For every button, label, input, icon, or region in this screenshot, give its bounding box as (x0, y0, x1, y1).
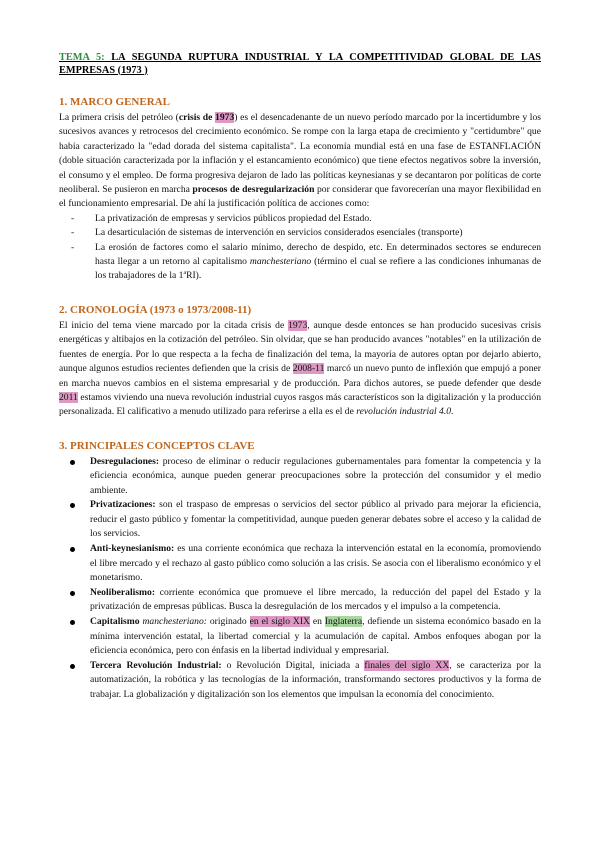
list-item: - La privatización de empresas y servicios públicos propiedad del Estado. (71, 212, 541, 226)
bullet-icon (70, 503, 75, 508)
highlight-finales-siglo-xx: finales del siglo XX (364, 659, 450, 671)
highlight-inglaterra: Inglaterra (324, 616, 363, 628)
section-heading-conceptos: 3. PRINCIPALES CONCEPTOS CLAVE (59, 439, 255, 452)
highlight-siglo-xix: en el siglo XIX (249, 616, 310, 628)
list-item: Privatizaciones: son el traspaso de empresas o servicios del sector público al privado para mejorar la eficiencia, reducir el gasto público y fomentar la competitividad, aunque pueden generar debates sobre el acceso y la calidad de los servicios. (90, 498, 541, 541)
tema-label: TEMA 5: (59, 52, 105, 63)
bullet-icon (70, 547, 75, 552)
title-text: LA SEGUNDA RUPTURA INDUSTRIAL Y LA COMPETITIVIDAD GLOBAL DE LAS EMPRESAS (1973 ) (59, 52, 542, 76)
page-title (59, 52, 541, 77)
bullet-icon (70, 664, 75, 669)
list-item: - La desarticulación de sistemas de intervención en servicios considerados esenciales (transporte) (71, 226, 541, 240)
list-item: Anti-keynesianismo: es una corriente económica que rechaza la intervención estatal en la economía, promoviendo el libre mercado y el rechazo al gasto público como solución a las crisis. Se asocia con el liberalismo económico y el monetarismo. (90, 542, 541, 585)
section-1-paragraph: La primera crisis del petróleo (crisis de 1973) es el desencadenante de un nuevo período marcado por la incertidumbre y los sucesivos avances y retrocesos del crecimiento económico. Se rompe con la larga etapa de crecimiento y "certidumbre" que había caracterizado la "edad dorada del sistema capitalista". La economía mundial está en una fase de ESTANFLACIÓN (doble situación caracterizada por la inflación y el estancamiento económico) que tiene efectos negativos sobre la inversión, el consumo y el empleo. De forma progresiva dejaron de lado las políticas keynesianas y se decantaron por políticas de corte neoliberal. Se pusieron en marcha procesos de desregularización por considerar que favorecerían una mayor flexibilidad en el funcionamiento empresarial. De ahí la justificación política de acciones como: (59, 112, 541, 210)
list-item: Desregulaciones: proceso de eliminar o reducir regulaciones gubernamentales para fomentar la competencia y la eficiencia económica, aunque pueden generar preocupaciones sobre la protección del consumidor y el medio ambiente. (90, 455, 541, 498)
crisis-bold: crisis de 1973 (178, 112, 235, 123)
bullet-icon (70, 591, 75, 596)
list-item: - La erosión de factores como el salario mínimo, derecho de despido, etc. En determinados sectores se endurecen hasta llegar a un retorno al capitalismo manchesteriano (término el cual se refiere a las condiciones inhumanas de los trabajadores de la 1ªRI). (71, 241, 541, 284)
list-item: Capitalismo manchesteriano: originado en el siglo XIX en Inglaterra, defiende un sistema económico basado en la mínima intervención estatal, la libertad comercial y la acumulación de capital. Ambos enfoques abogan por la eficiencia económica, pero con énfasis en la libertad individual y empresarial. (90, 615, 541, 658)
bullet-icon (70, 460, 75, 465)
section-heading-cronologia: 2. CRONOLOGÍA (1973 o 1973/2008-11) (59, 303, 252, 316)
desregularizacion-bold: procesos de desregularización (192, 184, 315, 196)
section-2-paragraph: El inicio del tema viene marcado por la citada crisis de 1973, aunque desde entonces se han producido sucesivas crisis energéticas y altibajos en la cotización del petróleo. Sin olvidar, que se han producido avances "notables" en la utilización de fuentes de energía. Por lo que respecta a la fecha de finalización del tema, la mayoría de autores optan por dejarlo abierto, aunque algunos estudios recientes defienden que la crisis de 2008-11 marcó un nuevo punto de inflexión que empujó a poner en marcha nuevos cambios en el sistema empresarial y de producción. Para dichos autores, se puede defender que desde 2011 estamos viviendo una nueva revolución industrial cuyos rasgos más característicos son la digitalización y la producción personalizada. El calificativo a menudo utilizado para referirse a ella es el de revolución industrial 4.0. (59, 319, 541, 418)
highlight-2008-11: 2008-11 (292, 363, 325, 375)
highlight-1973: 1973 (215, 112, 235, 123)
list-item: Tercera Revolución Industrial: o Revolución Digital, iniciada a finales del siglo XX, se caracteriza por la automatización, la robótica y las tecnologías de la información, transformando sectores productivos y la forma de trabajar. La globalización y digitalización son los elementos que impulsan la economía del conocimiento. (90, 659, 541, 702)
section-heading-marco-general: 1. MARCO GENERAL (59, 96, 170, 108)
bullet-icon (70, 620, 75, 625)
list-item: Neoliberalismo: corriente económica que promueve el libre mercado, la reducción del papel del Estado y la privatización de empresas públicas. Busca la desregulación de los mercados y el impulso a la competencia. (90, 586, 541, 615)
highlight-1973: 1973 (288, 319, 308, 331)
section-1-list (59, 212, 541, 284)
highlight-2011: 2011 (59, 391, 78, 403)
concepts-list (59, 455, 541, 702)
